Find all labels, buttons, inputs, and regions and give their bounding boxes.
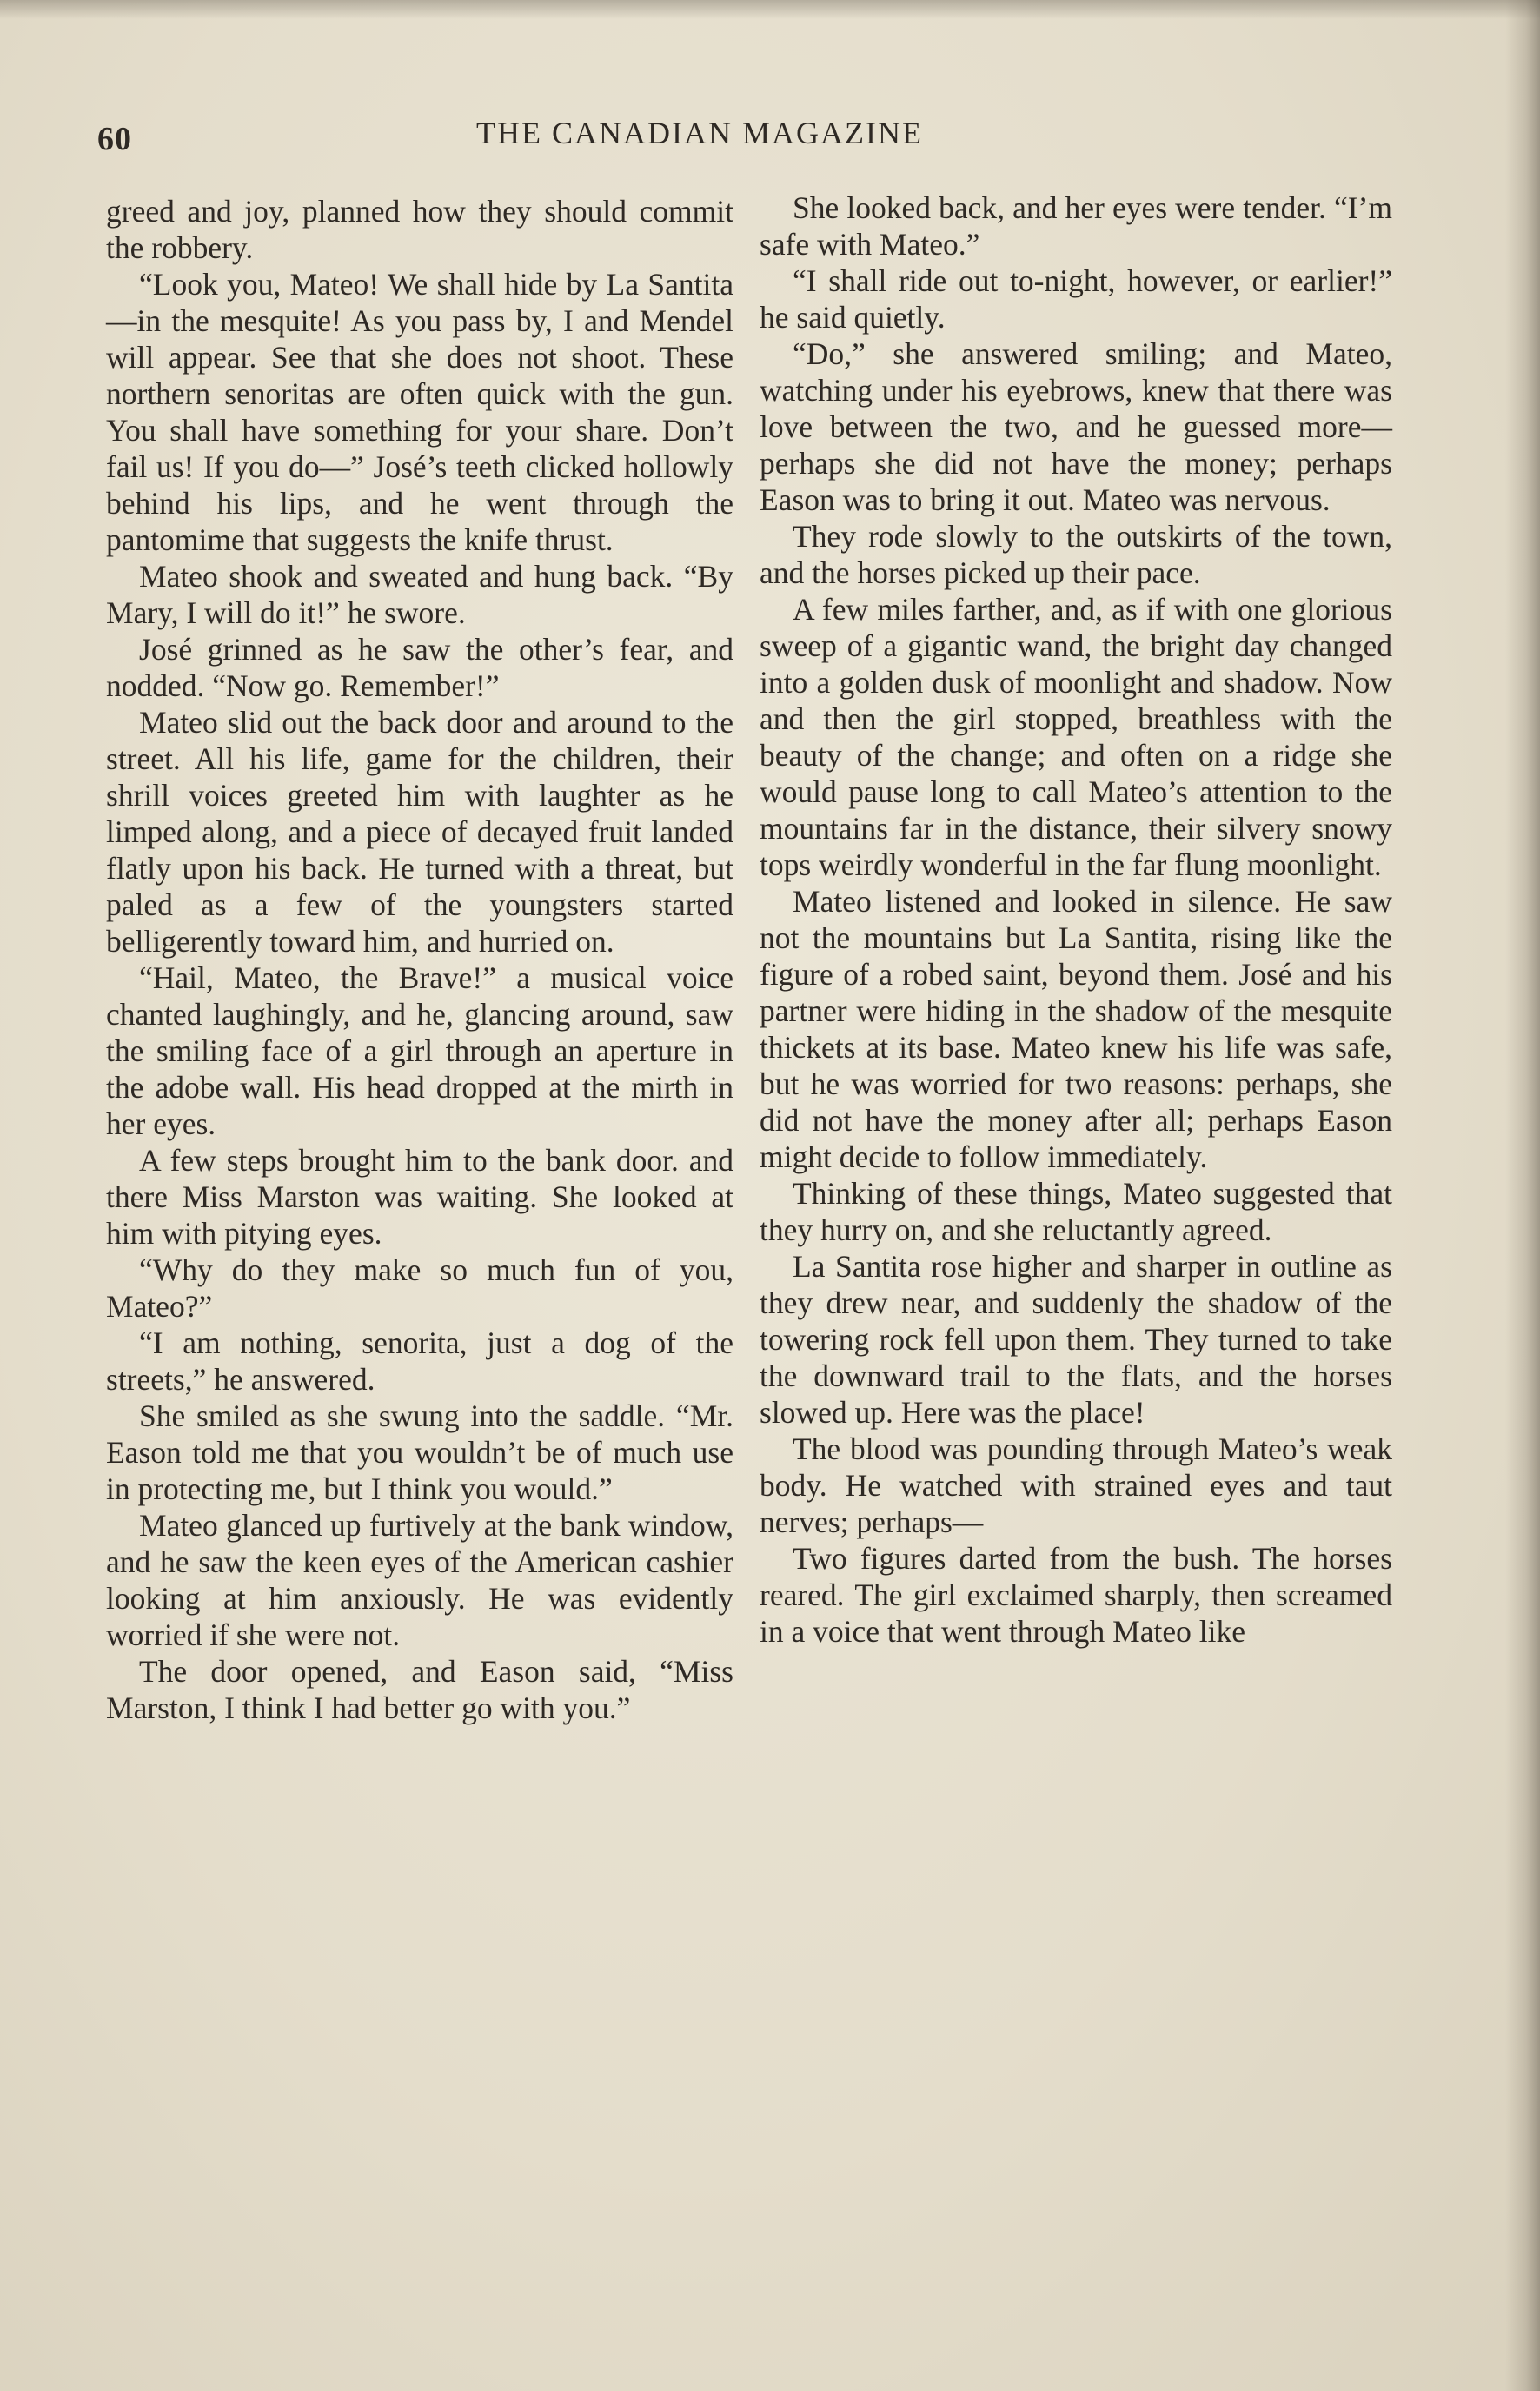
paragraph: “Why do they make so much fun of you, Mateo?” [106,1252,733,1324]
paragraph: A few miles farther, and, as if with one glorious sweep of a gigantic wand, the bright day changed into a golden dusk of moonlight and shadow. Now and then the girl stopped, breathless with the beauty of the change; and often on a ridge she would pause long to call Mateo’s attention to the mountains far in the distance, their silvery snowy tops weirdly wonderful in the far flung moonlight. [760,592,1392,882]
paragraph: Mateo slid out the back door and around to the street. All his life, game for the children, their shrill voices greeted him with laughter as he limped along, and a piece of decayed fruit landed flatly upon his back. He turned with a threat, but paled as a few of the youngsters started belligerently toward him, and hurried on. [106,705,733,959]
running-head: THE CANADIAN MAGAZINE [476,116,923,150]
paragraph: The door opened, and Eason said, “Miss Marston, I think I had better go with you.” [106,1654,733,1725]
paragraph: Mateo glanced up furtively at the bank window, and he saw the keen eyes of the American cashier looking at him anxiously. He was evidently worried if she were not. [106,1508,733,1652]
paragraph: José grinned as he saw the other’s fear, and nodded. “Now go. Remember!” [106,632,733,703]
paragraph: “Do,” she answered smiling; and Mateo, watching under his eyebrows, knew that there was love between the two, and he guessed more—perhaps she did not have the money; perhaps Eason was to bring it out. Mateo was nervous. [760,336,1392,517]
paragraph: She looked back, and her eyes were tender. “I’m safe with Mateo.” [760,190,1392,262]
paragraph: Two figures darted from the bush. The horses reared. The girl exclaimed sharply, then screamed in a voice that went through Mateo like [760,1541,1392,1649]
page-top-shadow [0,0,1540,19]
page-number: 60 [97,121,132,157]
paragraph: They rode slowly to the outskirts of the town, and the horses picked up their pace. [760,519,1392,590]
page-binding-edge [1505,0,1540,2391]
paragraph: “I am nothing, senorita, just a dog of the streets,” he answered. [106,1325,733,1397]
paragraph: A few steps brought him to the bank door. and there Miss Marston was waiting. She looked at him with pitying eyes. [106,1143,733,1251]
paragraph: The blood was pounding through Mateo’s weak body. He watched with strained eyes and taut nerves; perhaps— [760,1431,1392,1539]
left-column [106,193,733,1726]
paragraph: “I shall ride out to-night, however, or earlier!” he said quietly. [760,263,1392,335]
paragraph: La Santita rose higher and sharper in outline as they drew near, and suddenly the shadow of the towering rock fell upon them. They turned to take the downward trail to the flats, and the horses slowed up. Here was the place! [760,1249,1392,1430]
paragraph: “Hail, Mateo, the Brave!” a musical voice chanted laughingly, and he, glancing around, saw the smiling face of a girl through an aperture in the adobe wall. His head dropped at the mirth in her eyes. [106,960,733,1141]
paragraph: greed and joy, planned how they should commit the robbery. [106,194,733,265]
paragraph: Mateo listened and looked in silence. He saw not the mountains but La Santita, rising like the figure of a robed saint, beyond them. José and his partner were hiding in the shadow of the mesquite thickets at its base. Mateo knew his life was safe, but he was worried for two reasons: perhaps, she did not have the money after all; perhaps Eason might decide to follow immediately. [760,884,1392,1174]
paragraph: She smiled as she swung into the saddle. “Mr. Eason told me that you wouldn’t be of much use in protecting me, but I think you would.” [106,1398,733,1506]
paragraph: Mateo shook and sweated and hung back. “By Mary, I will do it!” he swore. [106,559,733,630]
paragraph: “Look you, Mateo! We shall hide by La Santita—in the mesquite! As you pass by, I and Mendel will appear. See that she does not shoot. These northern senoritas are often quick with the gun. You shall have something for your share. Don’t fail us! If you do—” José’s teeth clicked hollowly behind his lips, and he went through the pantomime that suggests the knife thrust. [106,267,733,557]
right-column [760,189,1392,1650]
paragraph: Thinking of these things, Mateo suggested that they hurry on, and she reluctantly agreed. [760,1176,1392,1247]
